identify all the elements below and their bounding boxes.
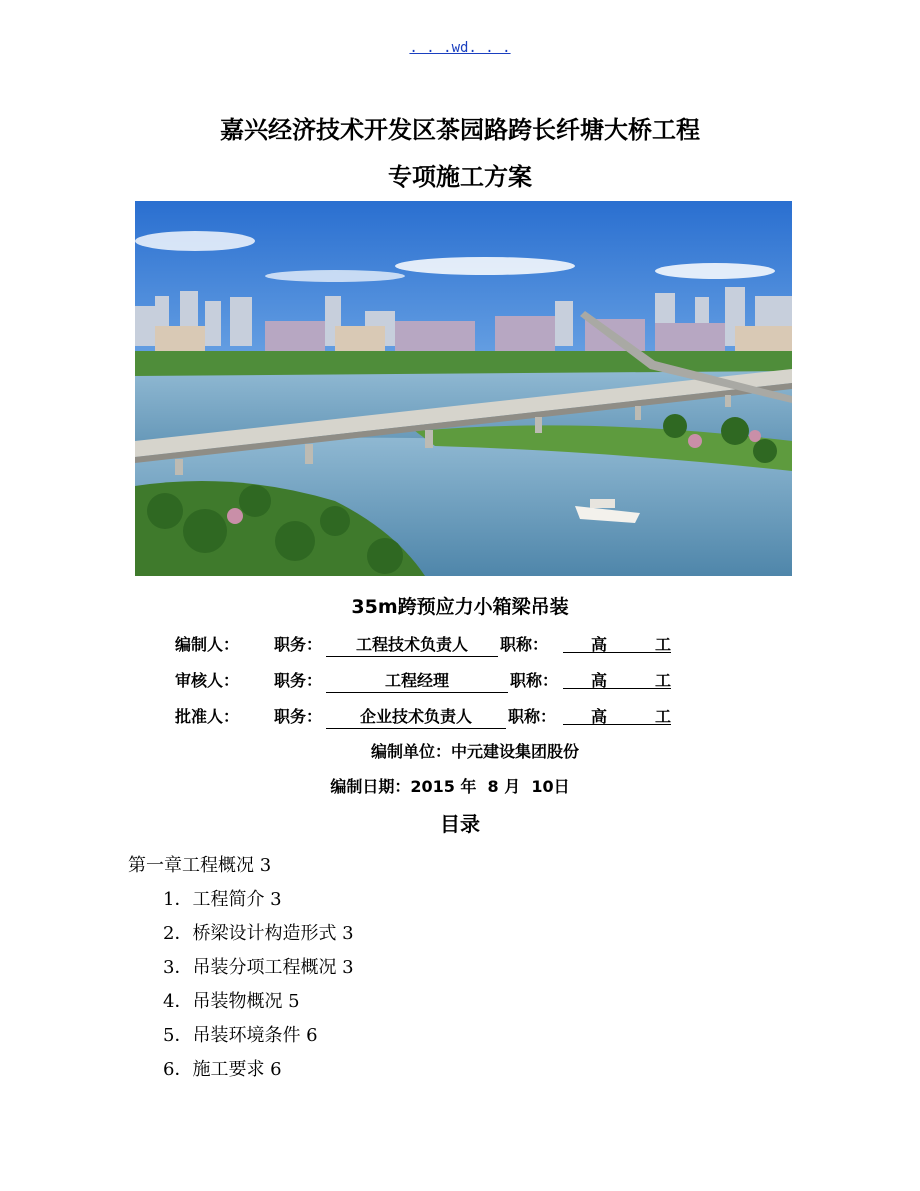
title-value: 高 工 <box>563 704 671 725</box>
compiling-unit: 编制单位：中元建设集团股份 <box>370 742 579 761</box>
duty-label: 职务： <box>274 707 323 726</box>
header-mark: . . .wd. . . <box>409 40 511 56</box>
duty-value: 企业技术负责人 <box>326 704 506 729</box>
title-value: 高 工 <box>563 632 671 653</box>
scheme-subject: 35m跨预应力小箱梁吊装 <box>351 596 569 618</box>
duty-label: 职务： <box>274 671 323 690</box>
duty-value: 工程经理 <box>326 668 508 693</box>
toc-chapter[interactable]: 第一章工程概况 3 <box>128 855 272 876</box>
signature-row-approver <box>0 704 920 730</box>
signature-row-compiler <box>0 632 920 658</box>
title-label: 职称： <box>508 707 557 726</box>
toc-item[interactable]: 2．桥梁设计构造形式 3 <box>163 923 354 944</box>
toc-item[interactable]: 4．吊装物概况 5 <box>163 991 300 1012</box>
toc-item[interactable]: 6．施工要求 6 <box>163 1059 282 1080</box>
title-label: 职称： <box>500 635 549 654</box>
title-label: 职称： <box>510 671 559 690</box>
toc-title: 目录 <box>440 812 480 836</box>
toc-item[interactable]: 1．工程简介 3 <box>163 889 282 910</box>
role-label: 批准人： <box>175 707 240 726</box>
role-label: 编制人： <box>175 635 240 654</box>
bridge-rendering-image <box>135 201 792 576</box>
compiling-date: 编制日期：2015 年 8 月 10日 <box>330 777 570 796</box>
duty-label: 职务： <box>274 635 323 654</box>
document-subtitle: 专项施工方案 <box>388 163 532 191</box>
role-label: 审核人： <box>175 671 240 690</box>
document-title: 嘉兴经济技术开发区茶园路跨长纤塘大桥工程 <box>220 116 700 144</box>
duty-value: 工程技术负责人 <box>326 632 498 657</box>
toc-item[interactable]: 5．吊装环境条件 6 <box>163 1025 318 1046</box>
title-value: 高 工 <box>563 668 671 689</box>
signature-row-reviewer <box>0 668 920 694</box>
toc-item[interactable]: 3．吊装分项工程概况 3 <box>163 957 354 978</box>
